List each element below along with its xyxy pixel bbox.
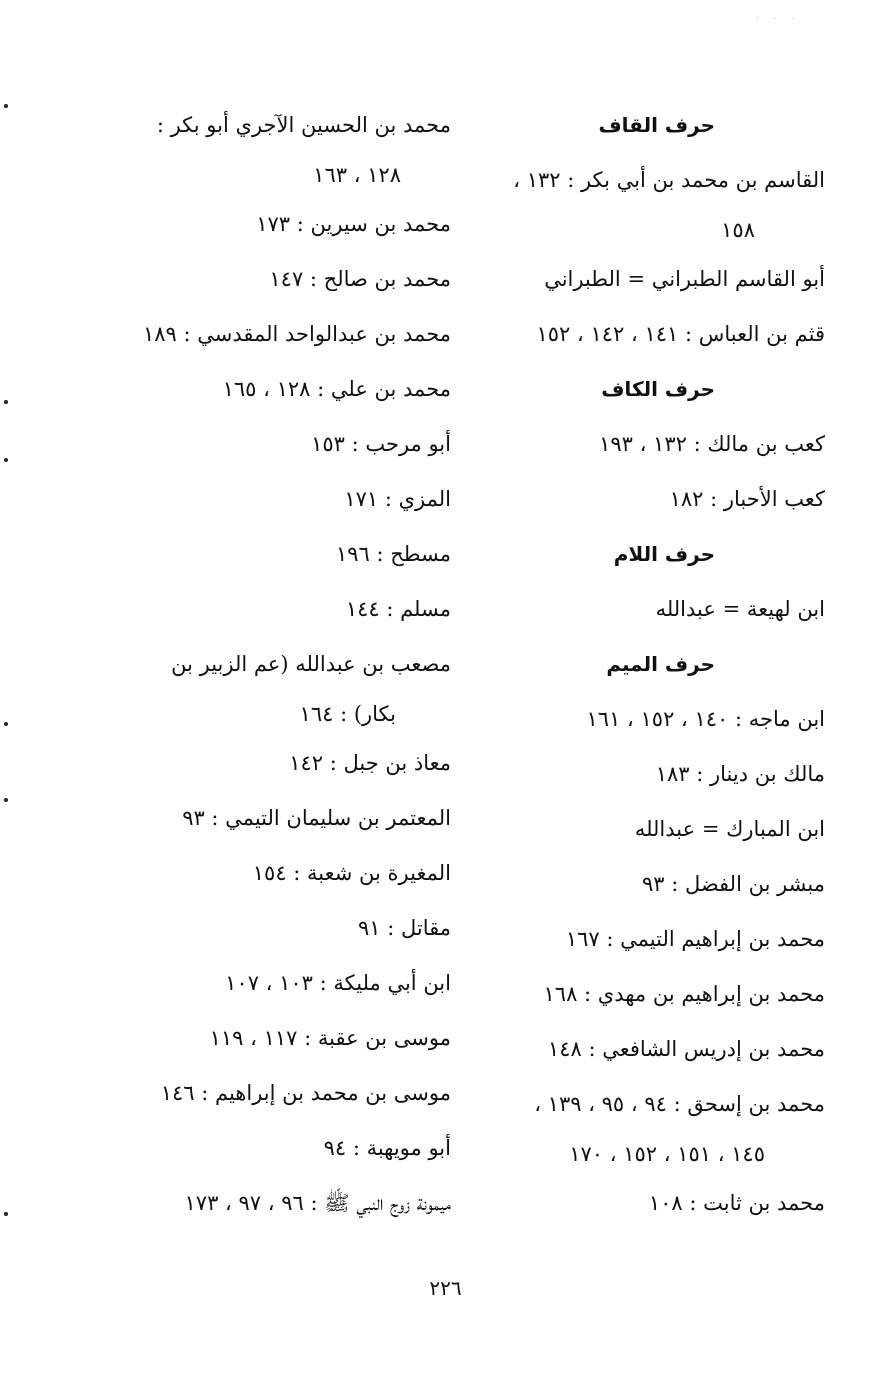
index-column-left: [106, 98, 451, 1231]
index-entry-continuation: ١٢٨ ، ١٦٣: [313, 163, 401, 187]
section-heading-mim: حرف الميم: [606, 652, 715, 676]
index-entry: المغيرة بن شعبة : ١٥٤: [252, 861, 451, 885]
index-entry: موسى بن عقبة : ١١٧ ، ١١٩: [209, 1026, 451, 1050]
margin-mark: [4, 458, 8, 462]
margin-mark: [4, 722, 8, 726]
index-entry: المزي : ١٧١: [344, 487, 451, 511]
index-entry: محمد بن سيرين : ١٧٣: [256, 212, 451, 236]
index-entry: قثم بن العباس : ١٤١ ، ١٤٢ ، ١٥٢: [536, 322, 825, 346]
index-entry: مسطح : ١٩٦: [335, 542, 451, 566]
index-entry: محمد بن إبراهيم التيمي : ١٦٧: [565, 927, 825, 951]
index-entry: ميمونة زوج النبي ﷺ : ٩٦ ، ٩٧ ، ١٧٣: [184, 1191, 451, 1215]
index-entry: أبو مويهبة : ٩٤: [323, 1136, 451, 1160]
index-entry: موسى بن محمد بن إبراهيم : ١٤٦: [160, 1081, 451, 1105]
index-entry: كعب بن مالك : ١٣٢ ، ١٩٣: [599, 432, 825, 456]
index-entry: أبو مرحب : ١٥٣: [311, 432, 451, 456]
index-entry: مبشر بن الفضل : ٩٣: [641, 872, 825, 896]
margin-mark: [4, 798, 8, 802]
index-entry: ابن أبي مليكة : ١٠٣ ، ١٠٧: [225, 971, 451, 995]
index-entry: محمد بن إدريس الشافعي : ١٤٨: [547, 1037, 825, 1061]
margin-mark: [4, 104, 8, 108]
index-entry: محمد بن صالح : ١٤٧: [269, 267, 451, 291]
section-heading-qaf: حرف القاف: [598, 113, 715, 137]
index-entry: محمد بن الحسين الآجري أبو بكر :: [156, 113, 451, 137]
section-heading-kaf: حرف الكاف: [601, 377, 715, 401]
index-entry: مصعب بن عبدالله (عم الزبير بن: [171, 652, 451, 676]
margin-mark: [4, 1212, 8, 1216]
index-entry: محمد بن علي : ١٢٨ ، ١٦٥: [222, 377, 451, 401]
index-entry: ابن لهيعة = عبدالله: [655, 597, 825, 621]
section-heading-lam: حرف اللام: [613, 542, 715, 566]
index-entry: مالك بن دينار : ١٨٣: [655, 762, 825, 786]
index-entry: القاسم بن محمد بن أبي بكر : ١٣٢ ،: [513, 168, 825, 192]
index-entry: محمد بن عبدالواحد المقدسي : ١٨٩: [142, 322, 451, 346]
index-entry-continuation: بكار) : ١٦٤: [299, 702, 396, 726]
index-entry: معاذ بن جبل : ١٤٢: [289, 751, 451, 775]
index-entry-continuation: ١٥٨: [721, 218, 755, 242]
index-entry: ابن المبارك = عبدالله: [634, 817, 825, 841]
index-entry: المعتمر بن سليمان التيمي : ٩٣: [182, 806, 451, 830]
corner-dots: · · ·: [755, 14, 801, 25]
index-entry-continuation: ١٤٥ ، ١٥١ ، ١٥٢ ، ١٧٠: [569, 1142, 765, 1166]
index-entry: ابن ماجه : ١٤٠ ، ١٥٢ ، ١٦١: [586, 707, 825, 731]
index-entry: مقاتل : ٩١: [357, 916, 451, 940]
index-entry: محمد بن ثابت : ١٠٨: [648, 1191, 825, 1215]
index-column-right: [485, 98, 825, 1231]
index-entry: كعب الأحبار : ١٨٢: [669, 487, 825, 511]
index-entry: محمد بن إبراهيم بن مهدي : ١٦٨: [543, 982, 825, 1006]
margin-mark: [4, 400, 8, 404]
index-entry: محمد بن إسحق : ٩٤ ، ٩٥ ، ١٣٩ ،: [534, 1092, 825, 1116]
index-entry: مسلم : ١٤٤: [345, 597, 451, 621]
index-entry: أبو القاسم الطبراني = الطبراني: [544, 267, 825, 291]
page-number: ٢٢٦: [429, 1276, 462, 1300]
